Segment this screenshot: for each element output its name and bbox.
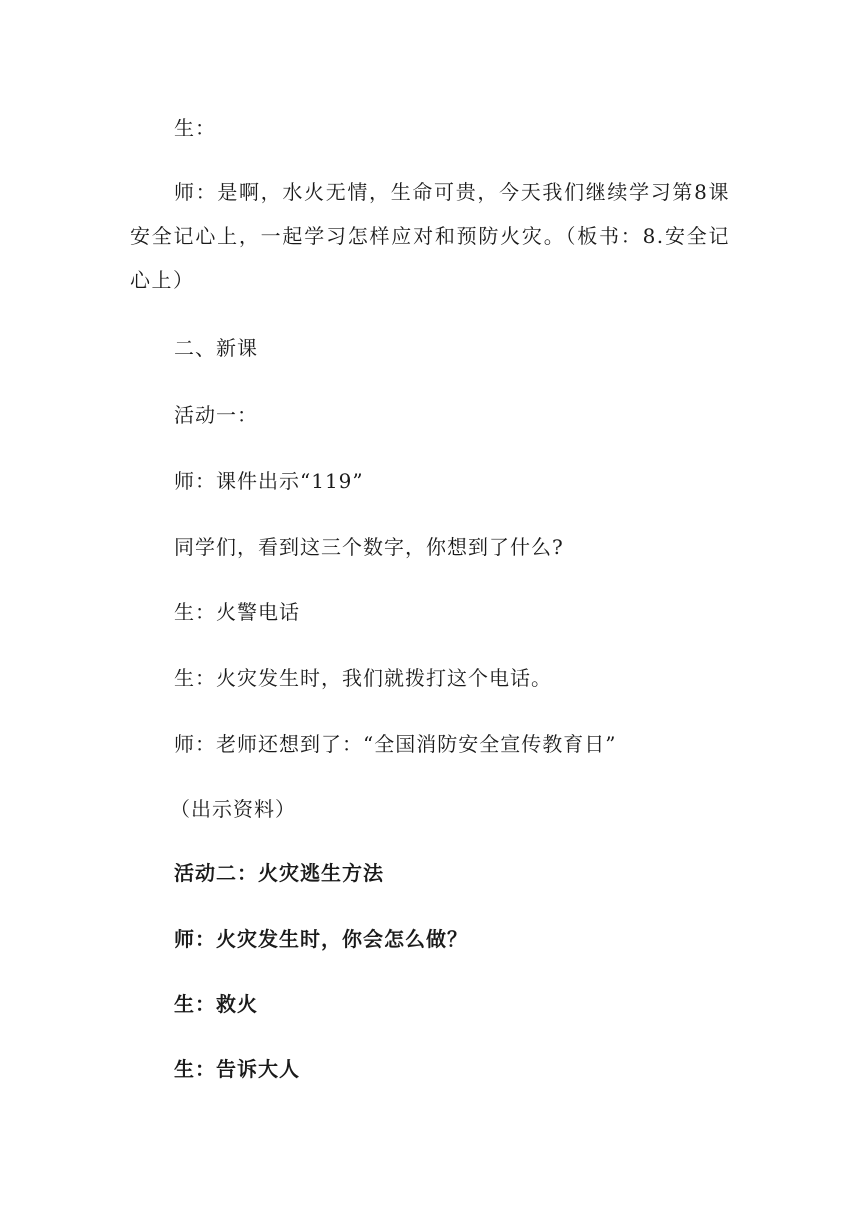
activity-two-heading: 活动二：火灾逃生方法 (174, 861, 384, 885)
paragraph-teacher-question: 师：火灾发生时，你会怎么做？ (174, 927, 468, 951)
paragraph-student-fire-phone: 生：火警电话 (174, 600, 300, 624)
section-heading-new-lesson: 二、新课 (174, 336, 258, 360)
paragraph-teacher-119: 师：课件出示“119” (174, 469, 364, 493)
paragraph-question: 同学们，看到这三个数字，你想到了什么? (174, 535, 564, 559)
activity-one-heading: 活动一： (174, 403, 258, 427)
paragraph-teacher-intro: 师：是啊，水火无情，生命可贵，今天我们继续学习第8课安全记心上，一起学习怎样应对和预防火灾。（板书：8.安全记心上） (130, 180, 730, 292)
paragraph-student-dial: 生：火灾发生时，我们就拨打这个电话。 (174, 666, 552, 690)
paragraph-student-tell-adult: 生：告诉大人 (174, 1057, 300, 1081)
paragraph-student-extinguish: 生：救火 (174, 992, 258, 1016)
paragraph-teacher-fire-day: 师：老师还想到了：“全国消防安全宣传教育日” (174, 732, 617, 756)
paragraph-student-blank: 生： (174, 116, 216, 140)
paragraph-show-materials: （出示资料） (170, 797, 296, 821)
